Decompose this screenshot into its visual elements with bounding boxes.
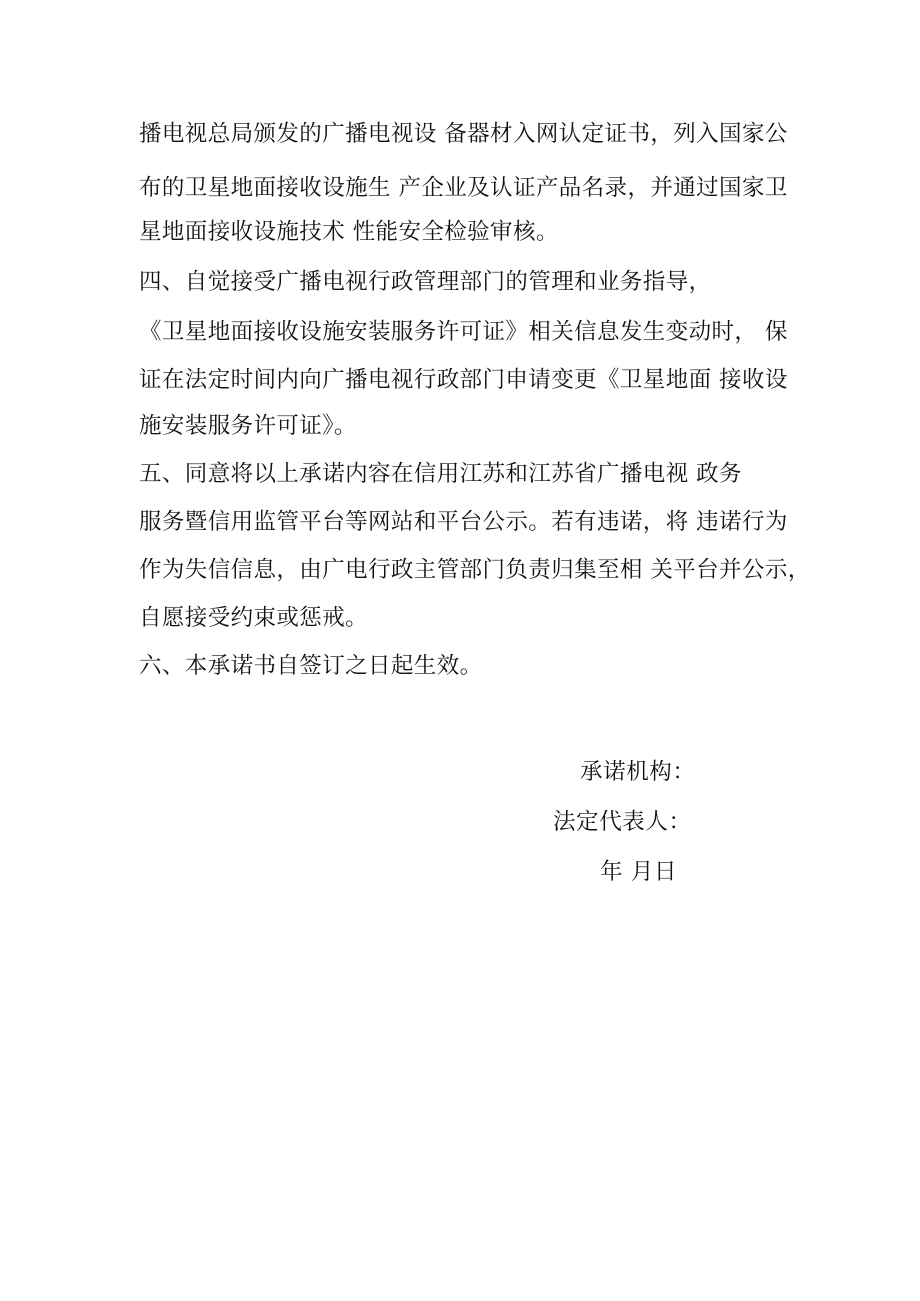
- paragraph-3-line-1: 五、同意将以上承诺内容在信用江苏和江苏省广播电视 政务: [139, 461, 742, 487]
- paragraph-4-line-1: 六、本承诺书自签订之日起生效。: [139, 653, 483, 679]
- paragraph-2-line-4: 施安装服务许可证》。: [139, 413, 357, 439]
- paragraph-1-line-1: 播电视总局颁发的广播电视设 备器材入网认定证书，列入国家公: [139, 121, 788, 147]
- legal-representative-label: 法定代表人：: [553, 809, 692, 835]
- paragraph-2-line-1: 四、自觉接受广播电视行政管理部门的管理和业务指导，: [139, 269, 712, 295]
- paragraph-3-line-4: 自愿接受约束或惩戒。: [139, 605, 369, 631]
- paragraph-1-line-3: 星地面接收设施技术 性能安全检验审核。: [139, 219, 559, 245]
- promising-org-label: 承诺机构：: [580, 759, 696, 785]
- paragraph-1-line-2: 布的卫星地面接收设施生 产企业及认证产品名录，并通过国家卫: [139, 175, 788, 201]
- paragraph-3-line-2: 服务暨信用监管平台等网站和平台公示。若有违诺，将 违诺行为: [139, 509, 788, 535]
- date-label: 年 月日: [600, 859, 678, 885]
- paragraph-2-line-2: 《卫星地面接收设施安装服务许可证》相关信息发生变动时， 保: [139, 319, 788, 345]
- paragraph-2-line-3: 证在法定时间内向广播电视行政部门申请变更《卫星地面 接收设: [139, 367, 788, 393]
- paragraph-3-line-3: 作为失信信息，由广电行政主管部门负责归集至相 关平台并公示，: [139, 557, 811, 583]
